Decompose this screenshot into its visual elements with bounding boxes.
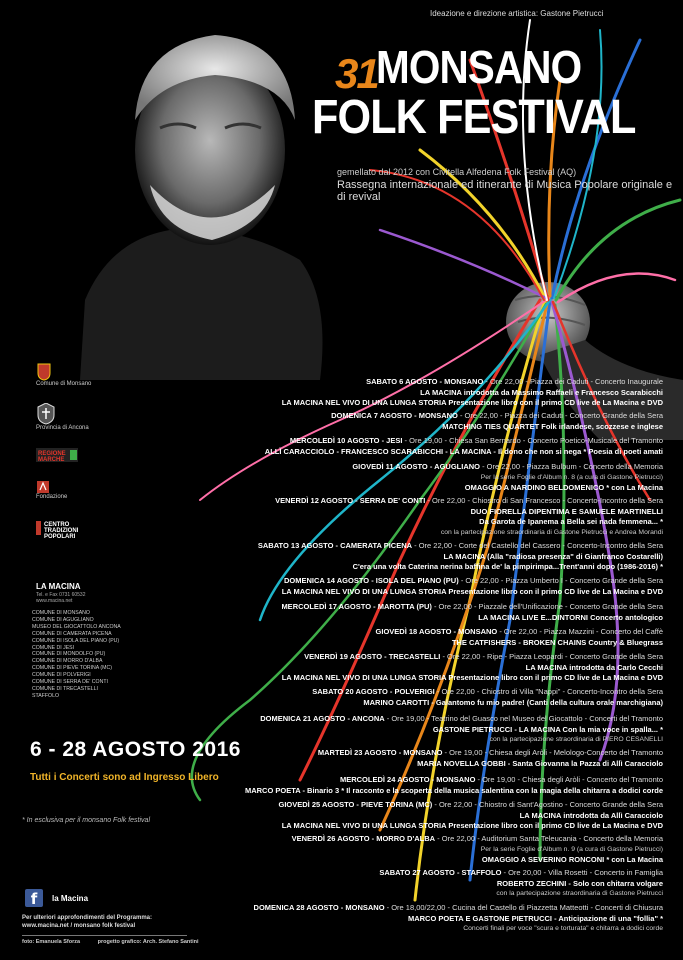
municipality-item: MUSEO DEL GIOCATTOLO ANCONA bbox=[32, 623, 121, 630]
festival-dates: 6 - 28 AGOSTO 2016 bbox=[30, 738, 241, 761]
event-date-place: DOMENICA 21 AGOSTO - ANCONA bbox=[260, 714, 385, 723]
event-header bbox=[245, 775, 663, 786]
event-header bbox=[260, 714, 663, 725]
event-header bbox=[282, 377, 663, 388]
event-time-venue: - Ore 20,00 - Villa Rosetti - Concerto in Famiglia bbox=[501, 868, 663, 877]
portrait-photo bbox=[80, 35, 323, 380]
concert-event bbox=[260, 714, 663, 746]
municipality-item: COMUNE DI ISOLA DEL PIANO (PU) bbox=[32, 637, 120, 644]
event-date-place: DOMENICA 28 AGOSTO - MONSANO bbox=[253, 903, 385, 912]
event-time-venue: - Ore 22,00 - Piazzale dell'Unificazione - Concerto Grande della Sera bbox=[431, 602, 663, 611]
event-header bbox=[318, 748, 663, 759]
concert-event bbox=[245, 775, 663, 796]
event-note: Concerti finali per voce "scura e torturata" e chitarra a dodici corde bbox=[463, 925, 663, 932]
municipality-item: COMUNE DI SERRA DE' CONTI bbox=[32, 679, 108, 686]
event-date-place: DOMENICA 7 AGOSTO - MONSANO bbox=[331, 411, 458, 420]
event-performer: OMAGGIO A NARDINO BELDOMENICO * con La Macina bbox=[464, 483, 663, 492]
event-time-venue: - Ore 22,00 - Piazza Umberto I - Concerto Grande della Sera bbox=[458, 576, 663, 585]
municipality-item: COMUNE DI TRECASTELLI bbox=[32, 685, 98, 692]
credit-name: Gastone Pietrucci bbox=[540, 9, 604, 18]
info-line: Per ulteriori approfondimenti del Programma: bbox=[22, 915, 153, 921]
sponsor-comune-monsano: Comune di Monsano bbox=[36, 363, 91, 387]
twinning-note: gemellato dal 2012 con Civitella Alfedena Folk Festival (AQ) bbox=[337, 167, 577, 177]
event-time-venue: - Ore 22,00 - Chiostro di Sant'Agostino - Concerto Grande della Sera bbox=[432, 800, 663, 809]
festival-title-line1: MONSANO bbox=[376, 41, 582, 93]
event-header bbox=[282, 652, 663, 663]
event-header bbox=[379, 868, 663, 879]
municipality-item: COMUNE DI CAMERATA PICENA bbox=[32, 630, 112, 637]
artistic-direction-credit bbox=[430, 9, 603, 18]
event-date-place: SABATO 6 AGOSTO - MONSANO bbox=[366, 377, 484, 386]
event-time-venue: - Ore 22,00 - Chiostro di San Francesco - Concerto-Incontro della Sera bbox=[425, 496, 663, 505]
event-performer: LA MACINA NEL VIVO DI UNA LUNGA STORIA Presentazione libro con il primo CD live de La Macina e DVD bbox=[281, 586, 663, 596]
event-time-venue: - Ore 19,00 - Chiesa degli Aròli - Melologo-Concerto del Tramonto bbox=[442, 748, 663, 757]
info-link[interactable]: www.macina.net / monsano folk festival bbox=[22, 923, 136, 929]
sponsor-provincia-ancona: Provincia di Ancona bbox=[36, 403, 89, 431]
event-performer: DUO FIORELLA DIPENTIMA E SAMUELE MARTINELLI bbox=[470, 506, 663, 516]
event-header bbox=[258, 541, 663, 552]
event-note: Per la serie Foglie d'Album n. 9 (a cura di Gastone Pietrucci) bbox=[480, 845, 663, 853]
sponsor-regione-marche: REGIONE MARCHE bbox=[36, 448, 78, 462]
event-date-place: GIOVEDÌ 25 AGOSTO - PIEVE TORINA (MC) bbox=[278, 800, 433, 809]
event-time-venue: - Ore 19,00 - Teatrino del Guasco nel Museo del Giocattolo - Concerti del Tramonto bbox=[384, 714, 663, 723]
event-date-place: VENERDÌ 19 AGOSTO - TRECASTELLI bbox=[304, 652, 441, 661]
la-macina-contact: Tel. e Fax 0731 60532 www.macina.net bbox=[36, 592, 86, 604]
event-time-venue: - Ore 22,00 - Ripe - Piazza Leopardi - Concerto Grande della Sera bbox=[440, 652, 663, 661]
event-time-venue: - Ore 19,00 - Chiesa San Bernardo - Concerto Poetico-Musicale del Tramonto bbox=[402, 436, 663, 445]
event-header bbox=[282, 576, 663, 587]
event-performer: THE CATFISHERS - BROKEN CHAINS Country & Bluegrass bbox=[451, 637, 663, 647]
municipality-item: COMUNE DI MONSANO bbox=[32, 610, 90, 616]
event-performer: LA MACINA NEL VIVO DI UNA LUNGA STORIA Presentazione libro con il primo CD live de La Macina e DVD bbox=[281, 398, 663, 407]
event-date-place: GIOVEDÌ 18 AGOSTO - MONSANO bbox=[375, 627, 498, 636]
concert-event bbox=[282, 576, 663, 597]
event-time-venue: - Ore 22,00 - Piazza Mazzini - Concerto del Caffè bbox=[497, 627, 663, 636]
event-time-venue: - Ore 22,00 - Piazza dei Caduti - Concerto Inaugurale bbox=[483, 377, 663, 386]
concert-event bbox=[292, 834, 663, 866]
municipality-item: STAFFOLO bbox=[32, 692, 59, 699]
event-performer: LA MACINA introdotta da Massimo Raffaeli e Francesco Scarabicchi bbox=[420, 387, 663, 397]
event-time-venue: - Ore 22,00 - Chiostro di Villa "Nappi" - Concerto-Incontro della Sera bbox=[434, 687, 663, 696]
event-time-venue: - Ore 22,00 - Corte del Castello del Cassero - Concerto-Incontro della Sera bbox=[412, 541, 663, 550]
concert-event bbox=[275, 496, 663, 538]
event-date-place: GIOVEDÌ 11 AGOSTO - AGUGLIANO bbox=[352, 462, 480, 471]
event-header bbox=[279, 800, 664, 811]
facebook-page-link[interactable]: la Macina bbox=[52, 894, 89, 903]
event-performer: MARINO CAROTTI - Galantomo fu mio padre! (Canti della cultura orale marchigiana) bbox=[363, 697, 663, 707]
municipality-item: COMUNE DI JESI bbox=[32, 644, 75, 651]
free-entry-note: Tutti i Concerti sono ad Ingresso Libero bbox=[30, 772, 219, 783]
event-header bbox=[352, 462, 663, 473]
municipality-item: COMUNE DI PIEVE TORINA (MC) bbox=[32, 665, 112, 672]
concert-event bbox=[331, 411, 663, 432]
event-header bbox=[265, 436, 663, 447]
municipalities-list bbox=[32, 610, 152, 700]
event-date-place: MERCOLEDÌ 17 AGOSTO - MAROTTA (PU) bbox=[281, 602, 432, 611]
concert-event bbox=[376, 627, 663, 648]
exclusive-footnote: * In esclusiva per il monsano Folk festival bbox=[22, 817, 150, 824]
event-date-place: SABATO 20 AGOSTO - POLVERIGI bbox=[312, 687, 435, 696]
event-note: con la partecipazione straordinaria di PIERO CESANELLI bbox=[489, 736, 663, 743]
event-performer: ALLÌ CARACCIOLO - FRANCESCO SCARABICCHI - LA MACINA - Il dono che non si nega * Poesia di poeti amati bbox=[264, 446, 663, 456]
event-header bbox=[292, 834, 663, 845]
event-performer: MARIA NOVELLA GOBBI - Santa Giovanna la Pazza di Allì Caracciolo bbox=[417, 758, 663, 768]
centro-tradizioni-icon bbox=[36, 521, 44, 535]
concert-event bbox=[312, 687, 663, 708]
event-date-place: VENERDÌ 26 AGOSTO - MORRO D'ALBA bbox=[291, 834, 436, 843]
event-performer: GASTONE PIETRUCCI - LA MACINA Con la mia voce in spalla... * bbox=[432, 724, 663, 734]
event-date-place: VENERDÌ 12 AGOSTO - SERRA DE' CONTI bbox=[275, 496, 426, 505]
event-date-place: SABATO 27 AGOSTO - STAFFOLO bbox=[379, 868, 502, 877]
concert-event bbox=[279, 800, 664, 832]
credit-label: Ideazione e direzione artistica: bbox=[430, 9, 539, 18]
concert-event bbox=[282, 377, 663, 409]
event-time-venue: - Ore 22,00 - Auditorium Santa Teleucania - Concerto della Memoria bbox=[435, 834, 663, 843]
festival-title-line2: FOLK FESTIVAL bbox=[312, 91, 636, 144]
event-header bbox=[275, 496, 663, 507]
footer-credits bbox=[22, 939, 199, 945]
municipality-item: COMUNE DI MORRO D'ALBA bbox=[32, 658, 103, 665]
event-note: con la partecipazione straordinaria di Gastone Pietrucci e Andrea Morandi bbox=[440, 528, 663, 536]
concert-event bbox=[254, 903, 663, 935]
event-header bbox=[312, 687, 663, 698]
festival-subtitle: Rassegna internazionale ed itinerante di Musica Popolare originale e di revival bbox=[337, 179, 673, 203]
concert-event bbox=[265, 436, 663, 457]
event-performer: MARCO POETA - Binario 3 * Il racconto e la scoperta della musica salentina con la magia della chitarra a dodici corde bbox=[244, 785, 663, 795]
event-performer: LA MACINA NEL VIVO DI UNA LUNGA STORIA Presentazione libro con il primo CD live de La Macina e DVD bbox=[281, 821, 663, 830]
event-date-place: MERCOLEDÌ 24 AGOSTO - MONSANO bbox=[339, 775, 476, 784]
event-date-place: DOMENICA 14 AGOSTO - ISOLA DEL PIANO (PU) bbox=[283, 576, 459, 585]
la-macina-logo: LA MACINA bbox=[36, 582, 81, 591]
event-date-place: SABATO 13 AGOSTO - CAMERATA PICENA bbox=[257, 541, 413, 550]
event-performer: LA MACINA introdotta da Allì Caracciolo bbox=[519, 810, 663, 820]
sponsor-fondazione: Fondazione bbox=[36, 480, 67, 500]
photo-credit: foto: Emanuela Sforza bbox=[22, 939, 81, 945]
municipality-item: COMUNE DI AGUGLIANO bbox=[32, 616, 94, 623]
festival-poster: Ideazione e direzione artistica: Gastone Pietrucci 31 MONSANO FOLK FESTIVAL gemellato dal 2012 con Civitella Alfedena Folk Festival (AQ) Rassegna internazionale ed itinerante di Musica Popolare originale e di revival Comune di Monsano Provincia di Ancona REGIONE MARCHE Fondazione CENTRO TRADIZIONI POPOLARI LA MACINA Tel. e Fax 0731 60532 www.macina.net COMUNE DI MONSANO COMUNE DI AGUGLIANO MUSEO DEL GIOCATTOLO ANCONA COMUNE DI CAMERATA PICENA COMUNE DI ISOLA DEL PIANO (PU) COMUNE DI JESI COMUNE DI MONDOLFO (PU) COMUNE DI MORRO D'ALBA COMUNE DI PIEVE TORINA (MC) COMUNE DI POLVERIGI COMUNE DI SERRA DE' CONTI COMUNE DI TRECASTELLI STAFFOLO 6 - 28 AGOSTO 2016 Tutti i Concerti sono ad Ingresso Libero * In esclusiva per il monsano Folk festival f la Macina Per ulteriori approfondimenti del Programma: www.macina.net / monsano folk festival foto: Emanuela Sforza progetto grafico: Arch. Stefano Santini SABATO 6 AGOSTO - MONSANO - Ore 22,00 - Piazza dei Caduti - Concerto Inaugurale LA MACINA introdotta da Massimo Raffaeli e Francesco Scarabicchi LA MACINA NEL VIVO DI UNA LUNGA STORIA Presentazione libro con il primo CD live de La Macina e DVD DOMENICA 7 AGOSTO - MONSANO - Ore 22,00 - Piazza dei Caduti - Concerto Grande della Sera MATCHING TIES QUARTET Folk irlandese, scozzese e inglese MERCOLEDÌ 10 AGOSTO - JESI - Ore 19,00 - Chiesa San Bernardo - Concerto Poetico-Musicale del Tramonto ALLÌ CARACCIOLO - FRANCESCO SCARABICCHI - LA MACINA - Il dono che non si nega * Poesia di poeti amati GIOVEDÌ 11 AGOSTO - AGUGLIANO - Ore 22,00 - Piazza Bulbum - Concerto della Memoria Per la serie Foglie d'Album n. 8 (a cura di Gastone Pietrucci) OMAGGIO A NARDINO BELDOMENICO * con La Macina VENERDÌ 12 AGOSTO - SERRA DE' CONTI - Ore 22,00 - Chiostro di San Francesco - Concerto-Incontro della Sera DUO FIORELLA DIPENTIMA E SAMUELE MARTINELLI Da Garota de Ipanema a Bella sei nada femmena... * con la partecipazione straordinaria di Gastone Pietrucci e Andrea Morandi SABATO 13 AGOSTO - CAMERATA PICENA - Ore 22,00 - Corte del Castello del Cassero - Concerto-Incontro della Sera LA MACINA (Alla "radiosa presenza" di Gianfranco Costarelli) C'era una volta Caterina nerina baffina de' la pimpirimpa...Trent'anni dopo (1986-2016) * DOMENICA 14 AGOSTO - ISOLA DEL PIANO (PU) - Ore 22,00 - Piazza Umberto I - Concerto Grande della Sera LA MACINA NEL VIVO DI UNA LUNGA STORIA Presentazione libro con il primo CD live de La Macina e DVD MERCOLEDÌ 17 AGOSTO - MAROTTA (PU) - Ore 22,00 - Piazzale dell'Unificazione - Concerto Grande della Sera LA MACINA LIVE E...DINTORNI Concerto antologico GIOVEDÌ 18 AGOSTO - MONSANO - Ore 22,00 - Piazza Mazzini - Concerto del Caffè THE CATFISHERS - BROKEN CHAINS Country & Bluegrass VENERDÌ 19 AGOSTO - TRECASTELLI - Ore 22,00 - Ripe - Piazza Leopardi - Concerto Grande della Sera LA MACINA introdotta da Carlo Cecchi LA MACINA NEL VIVO DI UNA LUNGA STORIA Presentazione libro con il primo CD live de La Macina e DVD SABATO 20 AGOSTO - POLVERIGI - Ore 22,00 - Chiostro di Villa "Nappi" - Concerto-Incontro della Sera MARINO CAROTTI - Galantomo fu mio padre! (Canti della cultura orale marchigiana) DOMENICA 21 AGOSTO - ANCONA - Ore 19,00 - Teatrino del Guasco nel Museo del Giocattolo - Concerti del Tramonto GASTONE PIETRUCCI - LA MACINA Con la mia voce in spalla... * con la partecipazione straordinaria di PIERO CESANELLI MARTEDÌ 23 AGOSTO - MONSANO - Ore 19,00 - Chiesa degli Aròli - Melologo-Concerto del Tramonto MARIA NOVELLA GOBBI - Santa Giovanna la Pazza di Allì Caracciolo MERCOLEDÌ 24 AGOSTO - MONSANO - Ore 19,00 - Chiesa degli Aròli - Concerto del Tramonto MARCO POETA - Binario 3 * Il racconto e la scoperta della musica salentina con la magia della chitarra a dodici corde GIOVEDÌ 25 AGOSTO - PIEVE TORINA (MC) - Ore 22,00 - Chiostro di Sant'Agostino - Concerto Grande della Sera LA MACINA introdotta da Allì Caracciolo LA MACINA NEL VIVO DI UNA LUNGA STORIA Presentazione libro con il primo CD live de La Macina e DVD VENERDÌ 26 AGOSTO - MORRO D'ALBA - Ore 22,00 - Auditorium Santa Teleucania - Concerto della Memoria Per la serie Foglie d'Album n. 9 (a cura di Gastone Pietrucci) OMAGGIO A SEVERINO RONCONI * con La Macina SABATO 27 AGOSTO - STAFFOLO - Ore 20,00 - Villa Rosetti - Concerto in Famiglia ROBERTO ZECHINI - Solo con chitarra volgare con la partecipazione straordinaria di Gastone Pietrucci DOMENICA 28 AGOSTO - MONSANO - Ore 18,00/22,00 - Cucina del Castello di Piazzetta Matteotti - Concerti di Chiusura MARCO POETA E GASTONE PIETRUCCI - Anticipazione di una "follia" * Concerti finali per voce "scura e torturata" e chitarra a dodici corde bbox=[0, 0, 683, 960]
footer-divider bbox=[22, 935, 187, 936]
event-note: Per la serie Foglie d'Album n. 8 (a cura di Gastone Pietrucci) bbox=[480, 473, 663, 481]
concert-event bbox=[282, 652, 663, 684]
concert-event bbox=[379, 868, 663, 900]
program-info bbox=[22, 914, 152, 930]
event-time-venue: - Ore 22,00 - Piazza dei Caduti - Concerto Grande della Sera bbox=[457, 411, 663, 420]
municipality-item: COMUNE DI MONDOLFO (PU) bbox=[32, 651, 106, 658]
facebook-icon[interactable]: f bbox=[25, 889, 43, 907]
event-header bbox=[376, 627, 663, 638]
edition-number: 31 bbox=[335, 50, 378, 97]
concert-event bbox=[258, 541, 663, 573]
event-performer: ROBERTO ZECHINI - Solo con chitarra volgare bbox=[496, 878, 663, 888]
event-performer: LA MACINA LIVE E...DINTORNI Concerto antologico bbox=[478, 612, 663, 622]
event-date-place: MERCOLEDÌ 10 AGOSTO - JESI bbox=[289, 436, 403, 445]
design-credit: progetto grafico: Arch. Stefano Santini bbox=[97, 939, 199, 945]
municipality-item: COMUNE DI POLVERIGI bbox=[32, 672, 91, 679]
event-performer: Da Garota de Ipanema a Bella sei nada femmena... * bbox=[479, 517, 663, 526]
event-header bbox=[281, 602, 663, 613]
event-header bbox=[254, 903, 663, 914]
event-performer: OMAGGIO A SEVERINO RONCONI * con La Macina bbox=[481, 855, 663, 864]
concert-event bbox=[281, 602, 663, 623]
town-crest-icon bbox=[36, 363, 52, 381]
event-performer: MATCHING TIES QUARTET Folk irlandese, scozzese e inglese bbox=[442, 421, 663, 431]
event-time-venue: - Ore 19,00 - Chiesa degli Aròli - Concerto del Tramonto bbox=[475, 775, 663, 784]
event-time-venue: - Ore 22,00 - Piazza Bulbum - Concerto della Memoria bbox=[480, 462, 663, 471]
foundation-icon bbox=[36, 480, 50, 494]
event-performer: LA MACINA introdotta da Carlo Cecchi bbox=[525, 662, 663, 672]
event-performer: C'era una volta Caterina nerina baffina de' la pimpirimpa...Trent'anni dopo (1986-2016) * bbox=[352, 562, 663, 571]
concert-event bbox=[318, 748, 663, 769]
event-header bbox=[331, 411, 663, 422]
event-performer: MARCO POETA E GASTONE PIETRUCCI - Anticipazione di una "follia" * bbox=[407, 913, 663, 923]
event-note: con la partecipazione straordinaria di Gastone Pietrucci bbox=[496, 890, 663, 897]
event-date-place: MARTEDÌ 23 AGOSTO - MONSANO bbox=[317, 748, 443, 757]
event-time-venue: - Ore 18,00/22,00 - Cucina del Castello di Piazzetta Matteotti - Concerti di Chiusura bbox=[384, 903, 663, 912]
concert-event bbox=[352, 462, 663, 494]
event-performer: LA MACINA NEL VIVO DI UNA LUNGA STORIA Presentazione libro con il primo CD live de La Macina e DVD bbox=[281, 673, 663, 682]
event-performer: LA MACINA (Alla "radiosa presenza" di Gianfranco Costarelli) bbox=[443, 551, 663, 561]
province-crest-icon bbox=[36, 403, 56, 425]
